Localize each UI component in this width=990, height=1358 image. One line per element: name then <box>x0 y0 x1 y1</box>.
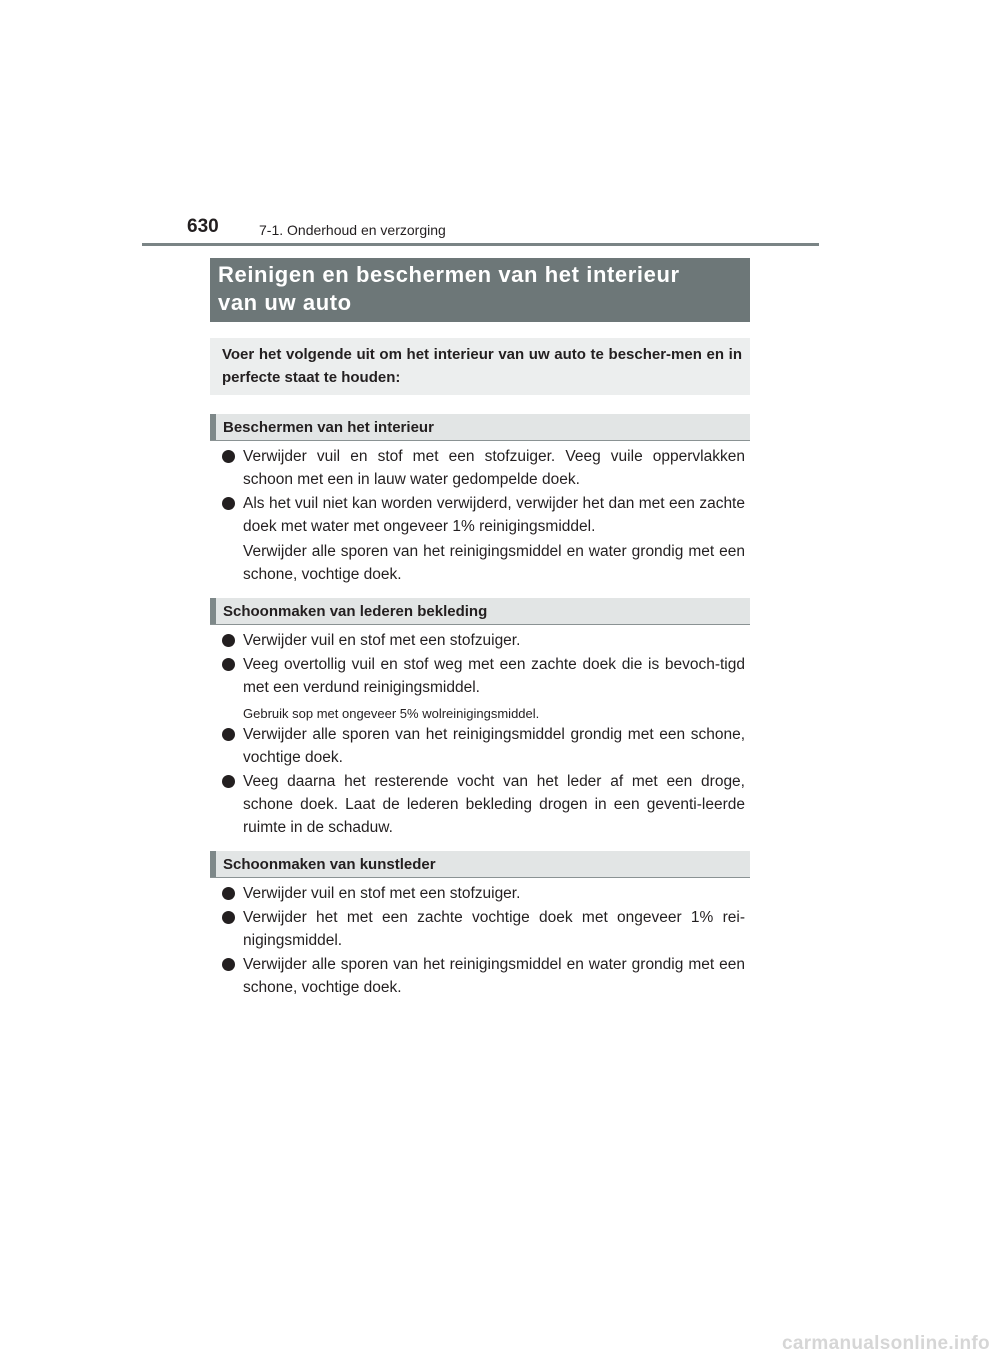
list-item <box>221 953 745 999</box>
page-title <box>210 258 750 322</box>
section-header-synthetic-leather <box>210 851 750 878</box>
section-header-bar <box>210 598 216 624</box>
section-heading: Schoonmaken van lederen bekleding <box>223 603 488 620</box>
list-item-text: Verwijder alle sporen van het reinigingsmiddel grondig met een schone, vochtige doek. <box>243 726 745 766</box>
section-heading: Beschermen van het interieur <box>223 419 434 436</box>
list-item-text: Verwijder vuil en stof met een stofzuiger. <box>243 632 521 649</box>
list-item-text: Verwijder het met een zachte vochtige doek met ongeveer 1% rei-nigingsmiddel. <box>243 909 745 949</box>
list-item <box>221 492 745 538</box>
list-item <box>221 629 745 652</box>
list-item-text: Verwijder vuil en stof met een stofzuiger. Veeg vuile oppervlakken schoon met een in lauw water gedompelde doek. <box>243 448 745 488</box>
list-item <box>221 723 745 769</box>
list-item-text: Veeg overtollig vuil en stof weg met een zachte doek die is bevoch-tigd met een verdund reinigingsmiddel. <box>243 656 745 696</box>
list-item-text: Verwijder alle sporen van het reinigingsmiddel en water grondig met een schone, vochtige doek. <box>243 956 745 996</box>
followup-paragraph: Verwijder alle sporen van het reinigingsmiddel en water grondig met een schone, vochtige doek. <box>243 543 745 583</box>
list-item-text: Als het vuil niet kan worden verwijderd, verwijder het dan met een zachte doek met water met ongeveer 1% reinigingsmiddel. <box>243 495 745 535</box>
bullet-icon <box>222 887 235 900</box>
watermark: carmanualsonline.info <box>782 1333 990 1354</box>
bullet-icon <box>222 634 235 647</box>
bullet-icon <box>222 958 235 971</box>
bullet-icon <box>222 450 235 463</box>
bullet-icon <box>222 728 235 741</box>
section-list-interior <box>221 445 745 586</box>
list-item <box>221 770 745 839</box>
section-heading: Schoonmaken van kunstleder <box>223 856 436 873</box>
list-item <box>221 445 745 491</box>
section-header-interior <box>210 414 750 441</box>
list-item <box>221 906 745 952</box>
page-title-line-2: van uw auto <box>218 290 352 315</box>
section-header-leather <box>210 598 750 625</box>
bullet-icon <box>222 497 235 510</box>
intro-box: Voer het volgende uit om het interieur van uw auto te bescher-men en in perfecte staat te houden: <box>210 338 750 395</box>
list-item <box>221 882 745 905</box>
section-header-bar <box>210 851 216 877</box>
page-number: 630 <box>187 216 219 237</box>
page-title-line-1: Reinigen en beschermen van het interieur <box>218 262 680 287</box>
section-path: 7-1. Onderhoud en verzorging <box>259 222 446 238</box>
list-item <box>221 653 745 699</box>
section-list-synthetic-leather <box>221 882 745 1000</box>
bullet-icon <box>222 658 235 671</box>
bullet-icon <box>222 911 235 924</box>
header-rule <box>142 243 819 246</box>
section-header-bar <box>210 414 216 440</box>
note-text: Gebruik sop met ongeveer 5% wolreinigingsmiddel. <box>243 706 540 721</box>
bullet-icon <box>222 775 235 788</box>
list-item-text: Verwijder vuil en stof met een stofzuiger. <box>243 885 521 902</box>
list-item-text: Veeg daarna het resterende vocht van het leder af met een droge, schone doek. Laat de lederen bekleding drogen in een geventi-leerde ruimte in de schaduw. <box>243 773 745 836</box>
section-list-leather <box>221 629 745 840</box>
